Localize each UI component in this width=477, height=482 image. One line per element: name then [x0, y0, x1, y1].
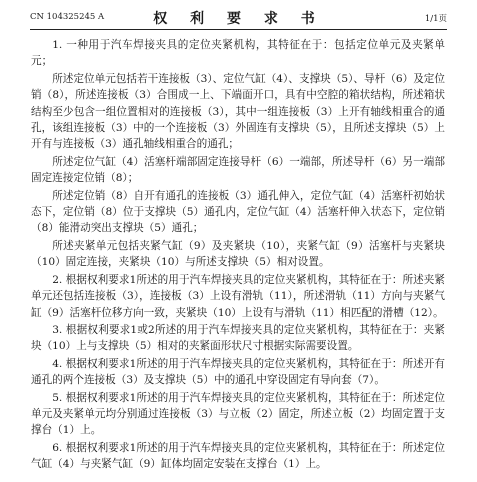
page-header [30, 7, 447, 30]
claim-1-clamping-unit: 所述夹紧单元包括夹紧气缸（9）及夹紧块（10），夹紧气缸（9）活塞杆与夹紧块（10）固定连接，夹紧块（10）与所述支撑块（5）相对设置。 [31, 239, 445, 269]
claims-body [31, 37, 445, 474]
document-title: 权 利 要 求 书 [153, 11, 324, 27]
claim-1-guide-rod: 所述定位气缸（4）活塞杆端部固定连接导杆（6）一端部，所述导杆（6）另一端部固定连接定位销（8）； [31, 155, 445, 185]
claim-2: 2. 根据权利要求1所述的用于汽车焊接夹具的定位夹紧机构，其特征在于：所述夹紧单元还包括连接板（3），连接板（3）上设有滑轨（11），所述滑轨（11）方向与夹紧气缸（9）活塞杆位移方向一致，夹紧块（10）上设有与滑轨（11）相匹配的滑槽（12）。 [31, 273, 445, 319]
document-id: CN 104325245 A [30, 12, 105, 22]
claim-5: 5. 根据权利要求1所述的用于汽车焊接夹具的定位夹紧机构，其特征在于：所述定位单元及夹紧单元均分别通过连接板（3）与立板（2）固定，所述立板（2）均固定置于支撑台（1）上。 [31, 391, 445, 437]
page-number: 1/1页 [424, 14, 447, 24]
claim-3: 3. 根据权利要求1或2所述的用于汽车焊接夹具的定位夹紧机构，其特征在于：夹紧块（10）上与支撑块（5）相对的夹紧面形状尺寸根据实际需要设置。 [31, 323, 445, 353]
claim-1-positioning-unit: 所述定位单元包括若干连接板（3）、定位气缸（4）、支撑块（5）、导杆（6）及定位销（8），所述连接板（3）合围成一上、下端面开口，具有中空腔的箱状结构，所述箱状结构至少包含一组位置相对的连接板（3），其中一组连接板（3）上开有轴线相重合的通孔，该组连接板（3）中的一个连接板（3）外固连有支撑块（5），且所述支撑块（5）上开有与连接板（3）通孔轴线相重合的通孔； [31, 72, 445, 151]
claim-4: 4. 根据权利要求1所述的用于汽车焊接夹具的定位夹紧机构，其特征在于：所述开有通孔的两个连接板（3）及支撑块（5）中的通孔中穿设固定有导向套（7）。 [31, 357, 445, 387]
claim-6: 6. 根据权利要求1所述的用于汽车焊接夹具的定位夹紧机构，其特征在于：所述定位气缸（4）与夹紧气缸（9）缸体均固定安装在支撑台（1）上。 [31, 441, 445, 471]
claim-1-intro: 1. 一种用于汽车焊接夹具的定位夹紧机构，其特征在于：包括定位单元及夹紧单元； [31, 39, 445, 68]
claim-1-locating-pin: 所述定位销（8）自开有通孔的连接板（3）通孔伸入，定位气缸（4）活塞杆初始状态下，定位销（8）位于支撑块（5）通孔内，定位气缸（4）活塞杆伸入状态下，定位销（8）能滑动突出支撑块（5）通孔； [31, 189, 445, 235]
